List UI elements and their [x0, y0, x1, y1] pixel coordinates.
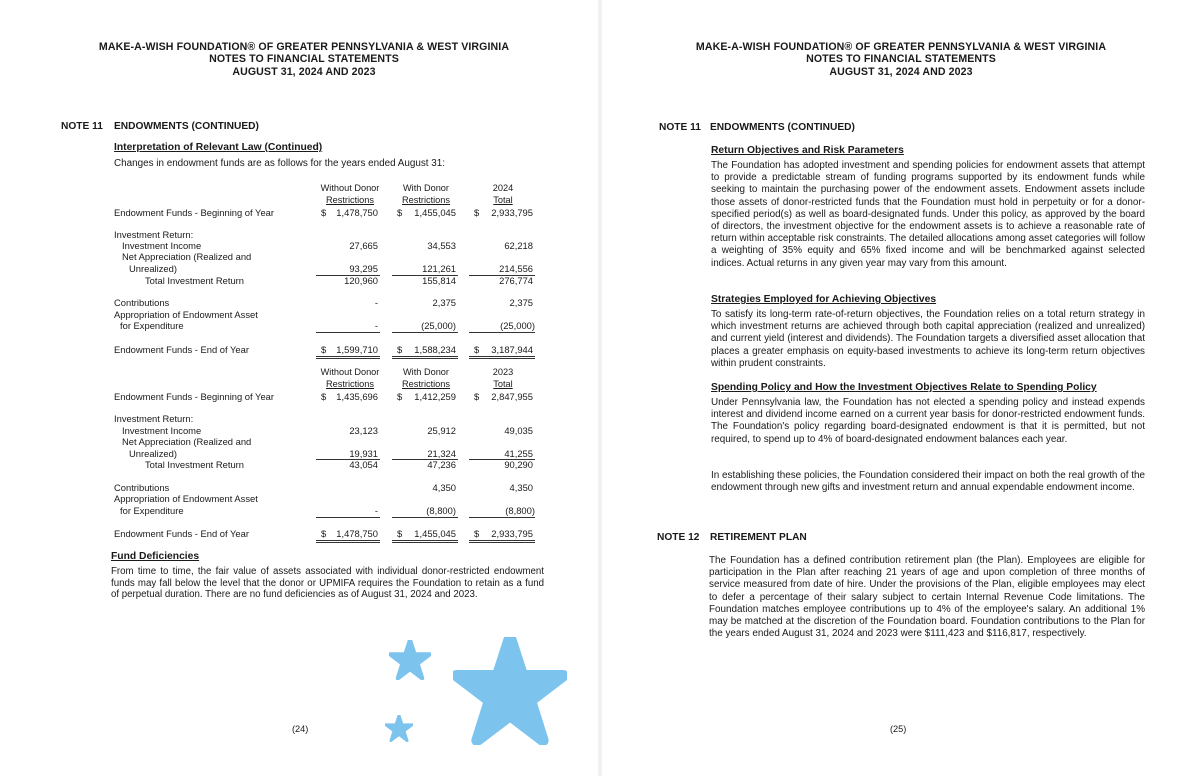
- cell-value: 19,931: [349, 448, 378, 459]
- row-label: Contributions: [114, 297, 170, 308]
- fund-deficiencies-text: From time to time, the fair value of assets associated with individual donor-restricted endowment funds may fall below the level that the donor or UPMIFA requires the Foundation to retain as a fund of perpetual duration. There are no fund deficiencies as of August 31, 2024 and 2023.: [111, 566, 544, 601]
- cell-value: 2,933,795: [491, 528, 533, 539]
- org-name: MAKE-A-WISH FOUNDATION® OF GREATER PENNSYLVANIA & WEST VIRGINIA: [98, 41, 510, 53]
- col-header-total: 2024 Total: [492, 183, 514, 205]
- cell-value: 41,255: [504, 448, 533, 459]
- page-header: [0, 41, 608, 78]
- row-label: Contributions: [114, 482, 170, 493]
- row-label: Total Investment Return: [145, 459, 245, 470]
- org-name: MAKE-A-WISH FOUNDATION® OF GREATER PENNSYLVANIA & WEST VIRGINIA: [695, 41, 1107, 53]
- sum-rule: [316, 517, 380, 518]
- currency-symbol: $: [397, 528, 403, 539]
- cell-value: 155,814: [422, 275, 456, 286]
- cell-value: 1,412,259: [414, 391, 456, 402]
- page-number: (25): [890, 724, 907, 734]
- col-header-with-donor: With Donor Restrictions: [402, 183, 450, 205]
- section-heading: Interpretation of Relevant Law (Continued): [114, 142, 323, 153]
- return-objectives-text: The Foundation has adopted investment and spending policies for endowment assets that attempt to provide a predictable stream of funding programs supported by its endowment funds while seeking to maintain the purchasing power of the endowment assets. Endowment assets include those assets of donor-restricted funds that the Foundation must hold in perpetuity or for a donor-specified period(s) as well as board-designated funds. Under this policy, as approved by the board of directors, the investment objective for the endowment assets is to achieve a reasonable rate of return within acceptable risk constraints. The detailed allocations among asset categories will follow a weighting of 35% equity and 65% fixed income and will be benchmarked against selected indices. Actual returns in any given year may vary from this amount.: [711, 160, 1145, 269]
- currency-symbol: $: [474, 391, 480, 402]
- cell-value: 62,218: [504, 240, 533, 251]
- establishing-policies-text: In establishing these policies, the Foundation considered their impact on both the real growth of the endowment through new gifts and investment return and annual expendable endowment income.: [711, 470, 1145, 494]
- note-title: RETIREMENT PLAN: [710, 532, 807, 543]
- fund-deficiencies-heading: Fund Deficiencies: [111, 551, 200, 562]
- period-title: AUGUST 31, 2024 AND 2023: [232, 65, 376, 78]
- col-header-with-donor: With Donor Restrictions: [402, 367, 450, 389]
- strategies-text: To satisfy its long-term rate-of-return objectives, the Foundation relies on a total return strategy in which investment returns are achieved through both capital appreciation (realized and unrealized) and current yield (interest and dividends). The Foundation targets a diversified asset allocation that places a greater emphasis on equity-based investments to achieve its long-term return objectives within prudent constraints.: [711, 309, 1145, 369]
- cell-value: (25,000): [421, 320, 456, 331]
- cell-value: 1,455,045: [414, 207, 456, 218]
- cell-value: 25,912: [427, 425, 456, 436]
- row-label: Investment Return:: [114, 413, 194, 424]
- col-header-total: 2023 Total: [492, 367, 514, 389]
- cell-value: 214,556: [499, 263, 533, 274]
- row-label: Investment Return:: [114, 229, 194, 240]
- cell-value: 49,035: [504, 425, 533, 436]
- cell-value: 120,960: [344, 275, 378, 286]
- currency-symbol: $: [321, 391, 327, 402]
- cell-value: 276,774: [499, 275, 533, 286]
- total-double-rule: [392, 356, 458, 359]
- retirement-plan-text: The Foundation has a defined contribution retirement plan (the Plan). Employees are eligible for participation in the Plan after reaching 21 years of age and upon completion of three months of service measured from date of hire. Under the provisions of the Plan, eligible employees may elect to defer a percentage of their salary subject to certain Internal Revenue Code limitations. The Foundation matches employee contributions up to 4% of the employee's salary. An additional 1% may be matched at the discretion of the Foundation board. Foundation contributions to the Plan for the years ended August 31, 2024 and 2023 were $111,423 and $116,817, respectively.: [709, 555, 1145, 640]
- star-decoration: [389, 640, 431, 680]
- row-label: Net Appreciation (Realized and: [122, 436, 252, 447]
- left-page: [0, 0, 598, 776]
- cell-value: (25,000): [500, 320, 535, 331]
- page-number: (24): [292, 724, 309, 734]
- star-decoration: [453, 637, 567, 745]
- cell-value: 27,665: [349, 240, 378, 251]
- row-label: Unrealized): [129, 263, 177, 274]
- currency-symbol: $: [474, 207, 480, 218]
- doc-title: NOTES TO FINANCIAL STATEMENTS: [806, 53, 996, 66]
- cell-value: 2,375: [432, 297, 456, 308]
- return-objectives-heading: Return Objectives and Risk Parameters: [711, 145, 904, 156]
- strategies-heading: Strategies Employed for Achieving Objectives: [711, 294, 937, 305]
- total-double-rule: [469, 356, 535, 359]
- total-double-rule: [469, 540, 535, 543]
- row-label: for Expenditure: [120, 320, 184, 331]
- cell-value: 1,435,696: [336, 391, 378, 402]
- cell-value: 1,588,234: [414, 344, 456, 355]
- sum-rule: [392, 332, 458, 333]
- sum-rule: [316, 332, 380, 333]
- period-title: AUGUST 31, 2024 AND 2023: [829, 65, 973, 78]
- col-header-without-donor: Without Donor Restrictions: [320, 367, 380, 389]
- cell-value: 2,847,955: [491, 391, 533, 402]
- row-label: Unrealized): [129, 448, 177, 459]
- cell-value: 23,123: [349, 425, 378, 436]
- currency-symbol: $: [397, 207, 403, 218]
- cell-value: (8,800): [505, 505, 535, 516]
- currency-symbol: $: [397, 391, 403, 402]
- row-label-end: Endowment Funds - End of Year: [114, 528, 249, 539]
- row-label: Investment Income: [122, 240, 202, 251]
- cell-value: -: [374, 320, 378, 331]
- cell-value: 1,455,045: [414, 528, 456, 539]
- row-label-begin: Endowment Funds - Beginning of Year: [114, 391, 275, 402]
- page-header: [602, 41, 1200, 78]
- row-label-begin: Endowment Funds - Beginning of Year: [114, 207, 275, 218]
- col-header-without-donor: Without Donor Restrictions: [320, 183, 380, 205]
- cell-value: (8,800): [426, 505, 456, 516]
- row-label: for Expenditure: [120, 505, 184, 516]
- row-label: Total Investment Return: [145, 275, 245, 286]
- spending-policy-heading: Spending Policy and How the Investment Objectives Relate to Spending Policy: [711, 382, 1097, 393]
- note-number: NOTE 12: [657, 532, 700, 543]
- cell-value: 1,478,750: [336, 207, 378, 218]
- cell-value: 34,553: [427, 240, 456, 251]
- currency-symbol: $: [474, 344, 480, 355]
- cell-value: 43,054: [349, 459, 378, 470]
- note-title: ENDOWMENTS (CONTINUED): [114, 121, 259, 132]
- sum-rule: [469, 332, 535, 333]
- cell-value: 3,187,944: [491, 344, 533, 355]
- row-label-end: Endowment Funds - End of Year: [114, 344, 249, 355]
- note-number: NOTE 11: [61, 121, 103, 132]
- total-double-rule: [316, 356, 380, 359]
- cell-value: -: [374, 505, 378, 516]
- cell-value: 90,290: [504, 459, 533, 470]
- row-label: Investment Income: [122, 425, 202, 436]
- note-title: ENDOWMENTS (CONTINUED): [710, 122, 855, 133]
- cell-value: 47,236: [427, 459, 456, 470]
- currency-symbol: $: [321, 207, 327, 218]
- sum-rule: [392, 517, 458, 518]
- cell-value: 1,478,750: [336, 528, 378, 539]
- currency-symbol: $: [474, 528, 480, 539]
- total-double-rule: [316, 540, 380, 543]
- currency-symbol: $: [397, 344, 403, 355]
- cell-value: 2,933,795: [491, 207, 533, 218]
- cell-value: 2,375: [509, 297, 533, 308]
- right-page: [602, 0, 1200, 776]
- sum-rule: [469, 517, 535, 518]
- cell-value: 93,295: [349, 263, 378, 274]
- cell-value: 121,261: [422, 263, 456, 274]
- row-label: Net Appreciation (Realized and: [122, 251, 252, 262]
- currency-symbol: $: [321, 344, 327, 355]
- total-double-rule: [392, 540, 458, 543]
- cell-value: -: [374, 297, 378, 308]
- doc-title: NOTES TO FINANCIAL STATEMENTS: [209, 53, 399, 66]
- note-number: NOTE 11: [659, 122, 701, 133]
- cell-value: 1,599,710: [336, 344, 378, 355]
- row-label: Appropriation of Endowment Asset: [114, 309, 258, 320]
- spending-policy-text: Under Pennsylvania law, the Foundation has not elected a spending policy and instead expends interest and dividend income earned on a current year basis for donor-restricted endowment funds. The Foundation's policy regarding board-designated endowment is that it is permitted, but not required, to spend up to 4% of board-designated endowment balances each year.: [711, 397, 1145, 445]
- intro-text: Changes in endowment funds are as follows for the years ended August 31:: [114, 158, 446, 169]
- cell-value: 4,350: [432, 482, 456, 493]
- star-decoration: [385, 715, 413, 742]
- cell-value: 21,324: [427, 448, 456, 459]
- row-label: Appropriation of Endowment Asset: [114, 493, 258, 504]
- currency-symbol: $: [321, 528, 327, 539]
- cell-value: 4,350: [509, 482, 533, 493]
